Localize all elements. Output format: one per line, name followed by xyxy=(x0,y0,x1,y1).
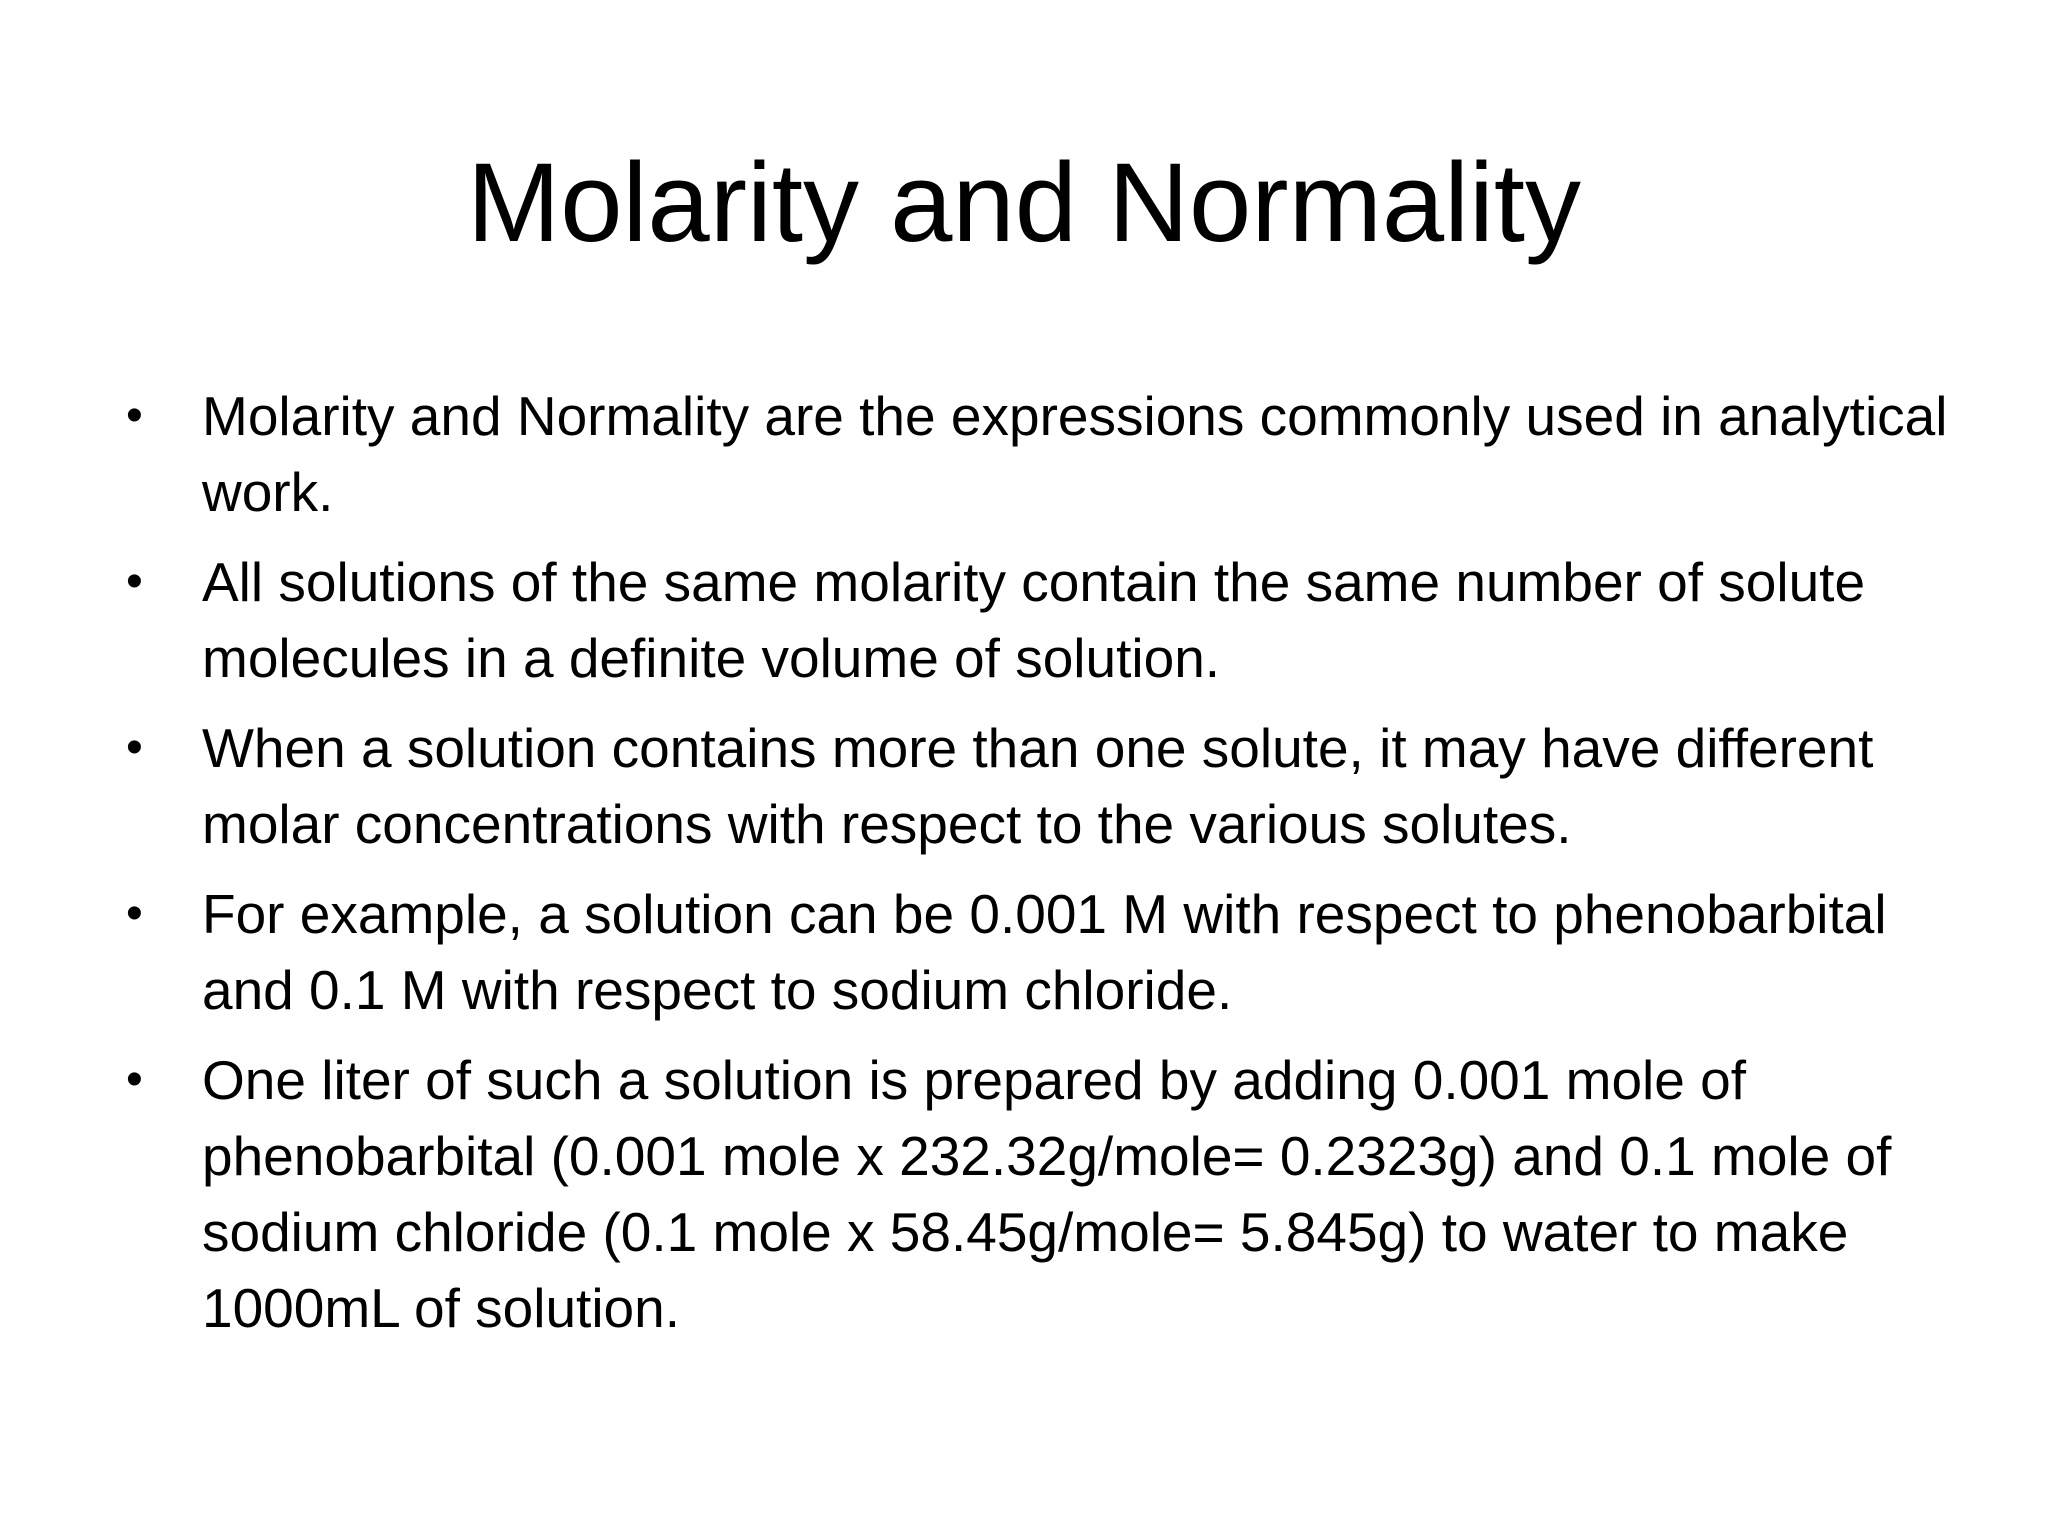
bullet-text: Molarity and Normality are the expressions commonly used in analytical work. xyxy=(202,385,1948,523)
bullet-list xyxy=(120,378,1970,1360)
bullet-icon: • xyxy=(126,555,143,608)
bullet-icon: • xyxy=(126,887,143,940)
bullet-text: For example, a solution can be 0.001 M with respect to phenobarbital and 0.1 M with respect to sodium chloride. xyxy=(202,883,1887,1021)
slide-title: Molarity and Normality xyxy=(466,140,1582,265)
bullet-icon: • xyxy=(126,389,143,442)
bullet-item xyxy=(120,378,1970,530)
bullet-icon: • xyxy=(126,721,143,774)
bullet-text: When a solution contains more than one solute, it may have different molar concentrations with respect to the various solutes. xyxy=(202,717,1874,855)
bullet-item xyxy=(120,876,1970,1028)
bullet-icon: • xyxy=(126,1053,143,1106)
bullet-item xyxy=(120,544,1970,696)
bullet-item xyxy=(120,1042,1970,1346)
bullet-item xyxy=(120,710,1970,862)
bullet-text: All solutions of the same molarity contain the same number of solute molecules in a definite volume of solution. xyxy=(202,551,1866,689)
bullet-text: One liter of such a solution is prepared by adding 0.001 mole of phenobarbital (0.001 mole x 232.32g/mole= 0.2323g) and 0.1 mole of sodium chloride (0.1 mole x 58.45g/mole= 5.845g) to water to make 1000mL of solution. xyxy=(202,1049,1892,1339)
